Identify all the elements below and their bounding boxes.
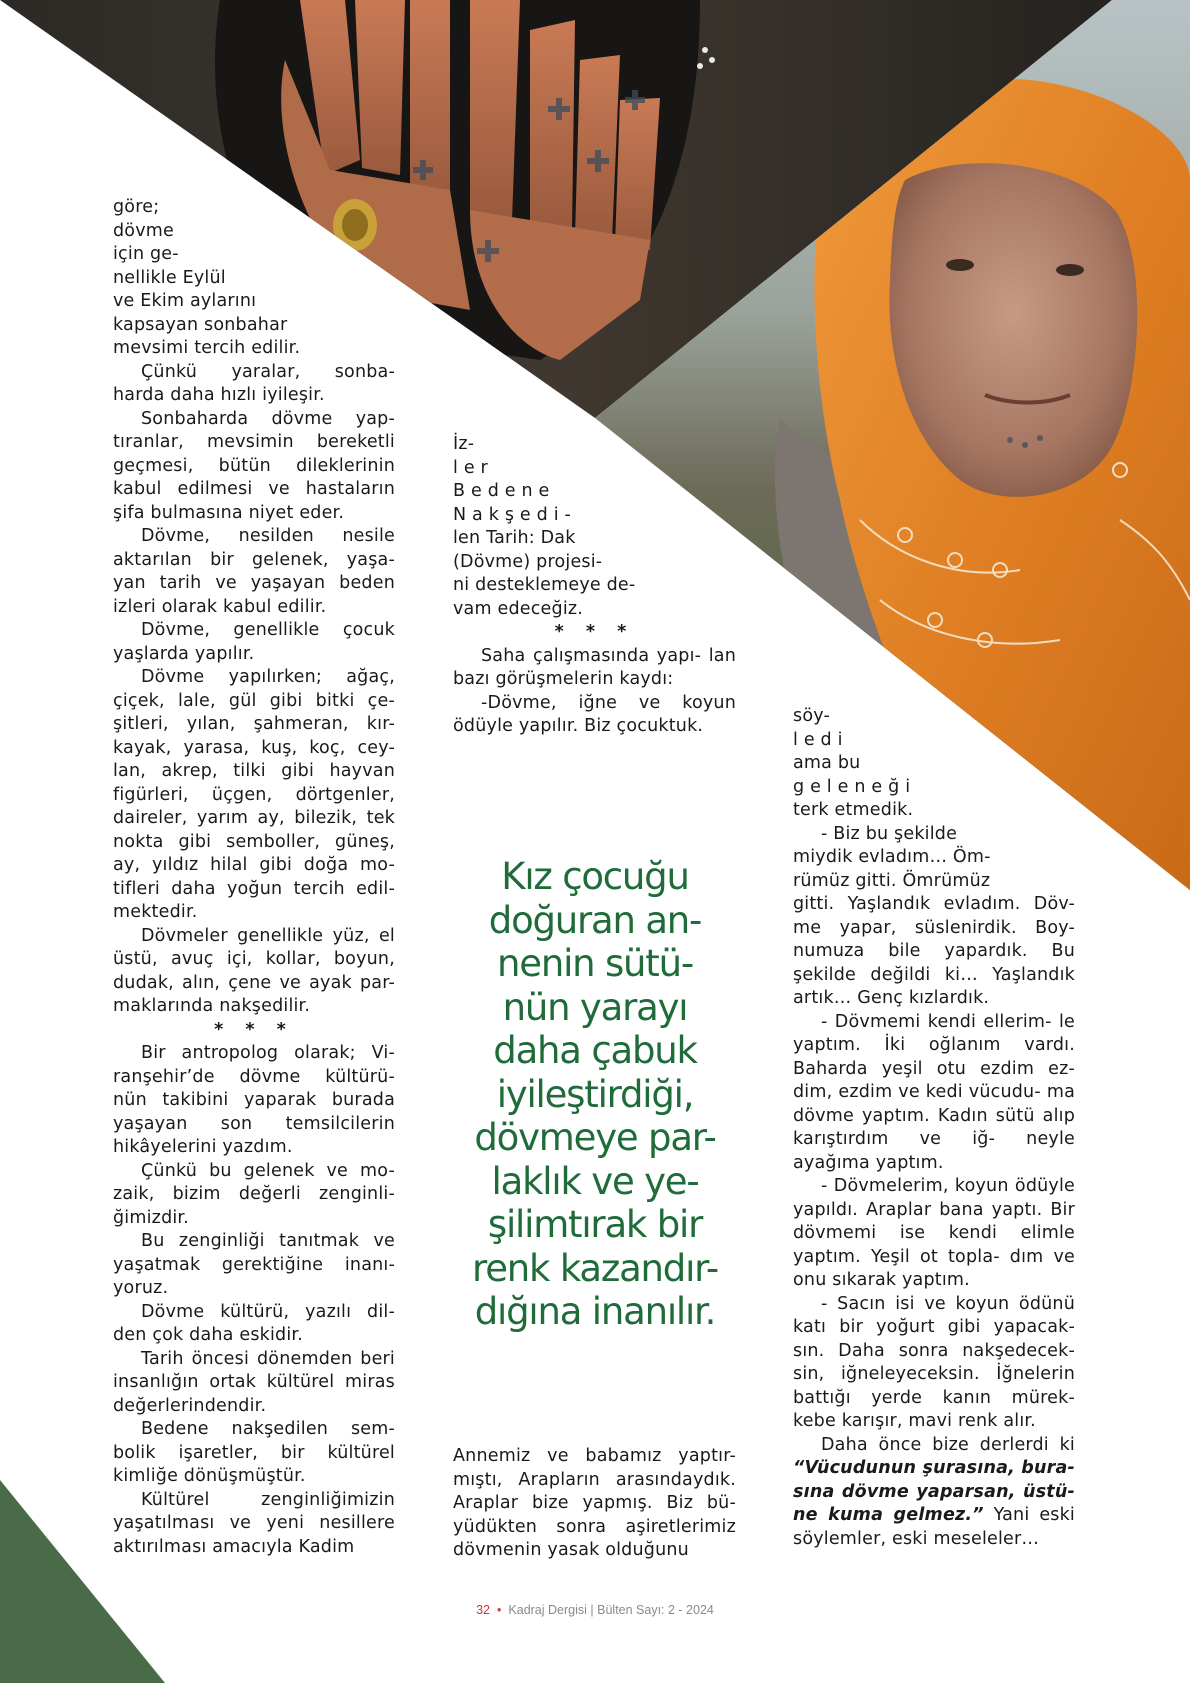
closing-paragraph	[793, 1434, 1075, 1552]
paragraph: Kültürel zenginliğimizin yaşatılması ve yeni nesillere aktırılması amacıyla Kadim	[113, 1489, 395, 1557]
closing-outro: Yani eski söylemler, eski meseleler…	[793, 1505, 1075, 1549]
paragraph: gitti. Yaşlandık evladım. Döv- me yapar, süslenirdik. Boy- numuza bile yapardık. Bu şekilde değildi ki… Yaşlandık artık… Genç kızlardık.	[793, 894, 1075, 1008]
pull-quote-line: daha çabuk	[493, 1029, 697, 1072]
paragraph: Tarih öncesi dönemden beri insanlığın ortak kültürel miras değerlerindendir.	[113, 1348, 395, 1416]
pull-quote-line: şilimtırak bir	[487, 1203, 703, 1246]
pull-quote-line: nün yarayı	[502, 985, 688, 1029]
paragraph: rümüz gitti. Ömrümüz	[793, 870, 991, 891]
section-divider: * * *	[554, 622, 635, 642]
paragraph: göre;	[113, 197, 160, 217]
paragraph: g e l e n e ğ i	[793, 776, 911, 797]
section-divider: * * *	[214, 1019, 294, 1040]
pull-quote-line: laklık ve ye-	[491, 1159, 699, 1203]
bullet-icon: •	[497, 1603, 502, 1617]
paragraph: len Tarih: Dak	[453, 528, 576, 548]
proverb-quote: “Vücudunun şurasına, bura- sına dövme yaparsan, üstü- ne kuma gelmez.”	[793, 1458, 1075, 1525]
paragraph: N a k ş e d i -	[453, 504, 572, 525]
closing-intro: Daha önce bize derlerdi ki	[821, 1434, 1075, 1455]
pull-quote-line: nenin sütü-	[497, 942, 693, 985]
column-2-top	[453, 433, 736, 739]
paragraph: - Dövmemi kendi ellerim- le yaptım. İki oğlanım vardı. Baharda yeşil otu ezdim ez- dim, ezdim ve kedi vücudu- ma dövme yaptım. Kadın sütü alıp karıştırdım ve iğ- neyle ayağıma yaptım.	[793, 1011, 1075, 1173]
paragraph: Sonbaharda dövme yap- tıranlar, mevsimin bereketli geçmesi, bütün dileklerinin kabul edilmesi ve hastaların şifa bulmasına niyet eder.	[113, 408, 395, 523]
paragraph: ni desteklemeye de-	[453, 575, 636, 595]
column-3	[793, 705, 1075, 1551]
paragraph: l e r	[453, 457, 488, 478]
issue-label: | Bülten Sayı: 2 - 2024	[590, 1603, 714, 1617]
paragraph: Dövmeler genellikle yüz, el üstü, avuç içi, kollar, boyun, dudak, alın, çene ve ayak par- maklarında nakşedilir.	[113, 925, 395, 1016]
paragraph: Çünkü bu gelenek ve mo- zaik, bizim değerli zenginli- ğimizdir.	[113, 1160, 395, 1228]
paragraph: vam edeceğiz.	[453, 598, 584, 619]
paragraph: ve Ekim aylarını	[113, 291, 257, 311]
paragraph: B e d e n e	[453, 481, 550, 501]
pull-quote-line: dığına inanılır.	[474, 1290, 716, 1333]
paragraph: mevsimi tercih edilir.	[113, 338, 301, 358]
paragraph: Çünkü yaralar, sonba- harda daha hızlı iyileşir.	[113, 361, 395, 405]
paragraph: İz-	[453, 434, 475, 454]
magazine-name: Kadraj Dergisi	[508, 1603, 587, 1617]
paragraph: Bedene nakşedilen sem- bolik işaretler, bir kültürel kimliğe dönüşmüştür.	[113, 1419, 395, 1486]
page-footer	[0, 1603, 1190, 1617]
paragraph: Dövme, genellikle çocuk yaşlarda yapılır.	[113, 620, 395, 664]
paragraph: Dövme, nesilden nesile aktarılan bir gelenek, yaşa- yan tarih ve yaşayan beden izleri olarak kabul edilir.	[113, 526, 395, 617]
paragraph: Bir antropolog olarak; Vi- ranşehir’de dövme kültürü- nün takibini yaparak burada yaşayan son temsilcilerin hikâyelerini yazdım.	[113, 1043, 395, 1157]
pull-quote-line: renk kazandır-	[472, 1246, 718, 1290]
paragraph: dövme	[113, 220, 174, 241]
paragraph: - Sacın isi ve koyun ödünü katı bir yoğurt gibi yapacak- sın. Daha sonra nakşedecek- sin, iğneleyeceksin. İğnelerin battığı yerde kanın mürek- kebe karışır, mavi renk alır.	[793, 1293, 1075, 1431]
pull-quote-line: iyileştirdiği,	[496, 1072, 694, 1116]
column-2-bottom	[453, 1445, 736, 1563]
paragraph: - Biz bu şekilde	[821, 823, 958, 844]
pull-quote	[455, 855, 735, 1334]
pull-quote-line: doğuran an-	[488, 898, 702, 942]
column-1	[113, 196, 395, 1559]
paragraph: Bu zenginliği tanıtmak ve yaşatmak gerektiğine inanı- yoruz.	[113, 1231, 395, 1298]
page-number: 32	[476, 1603, 491, 1617]
paragraph: l e d i	[793, 729, 843, 750]
paragraph: -Dövme, iğne ve koyun ödüyle yapılır. Biz çocuktuk.	[453, 692, 736, 736]
paragraph: miydik evladım… Öm-	[793, 847, 991, 867]
pull-quote-line: Kız çocuğu	[501, 855, 689, 898]
paragraph: - Dövmelerim, koyun ödüyle yapıldı. Araplar bana yaptı. Bir dövmemi ise kendi elimle yaptım. Yeşil ot topla- dım ve onu sıkarak yaptım.	[793, 1176, 1075, 1290]
paragraph: nellikle Eylül	[113, 267, 226, 288]
pull-quote-line: dövmeye par-	[474, 1116, 716, 1159]
paragraph: Saha çalışmasında yapı- lan bazı görüşmelerin kaydı:	[453, 645, 736, 689]
paragraph: kapsayan sonbahar	[113, 314, 288, 335]
paragraph: terk etmedik.	[793, 800, 914, 820]
paragraph: ama bu	[793, 753, 861, 773]
paragraph: söy-	[793, 706, 830, 726]
paragraph: için ge-	[113, 244, 179, 264]
paragraph: Dövme kültürü, yazılı dil- den çok daha eskidir.	[113, 1301, 395, 1345]
paragraph: (Dövme) projesi-	[453, 551, 603, 572]
paragraph: Dövme yapılırken; ağaç, çiçek, lale, gül gibi bitki çe- şitleri, yılan, şahmeran, kır- kayak, yarasa, kuş, koç, cey- lan, akrep, tilki gibi hayvan figürleri, üçgen, dörtgenler, daireler, yarım ay, bilezik, tek nokta gibi semboller, güneş, ay, yıldız hilal gibi doğa mo- tifleri daha yoğun tercih edil- mektedir.	[113, 667, 395, 922]
paragraph: Annemiz ve babamız yaptır- mıştı, Arapların arasındaydık. Araplar bize yapmış. Biz bü- yüdükten sonra aşiretlerimiz dövmenin yasak olduğunu	[453, 1446, 736, 1560]
